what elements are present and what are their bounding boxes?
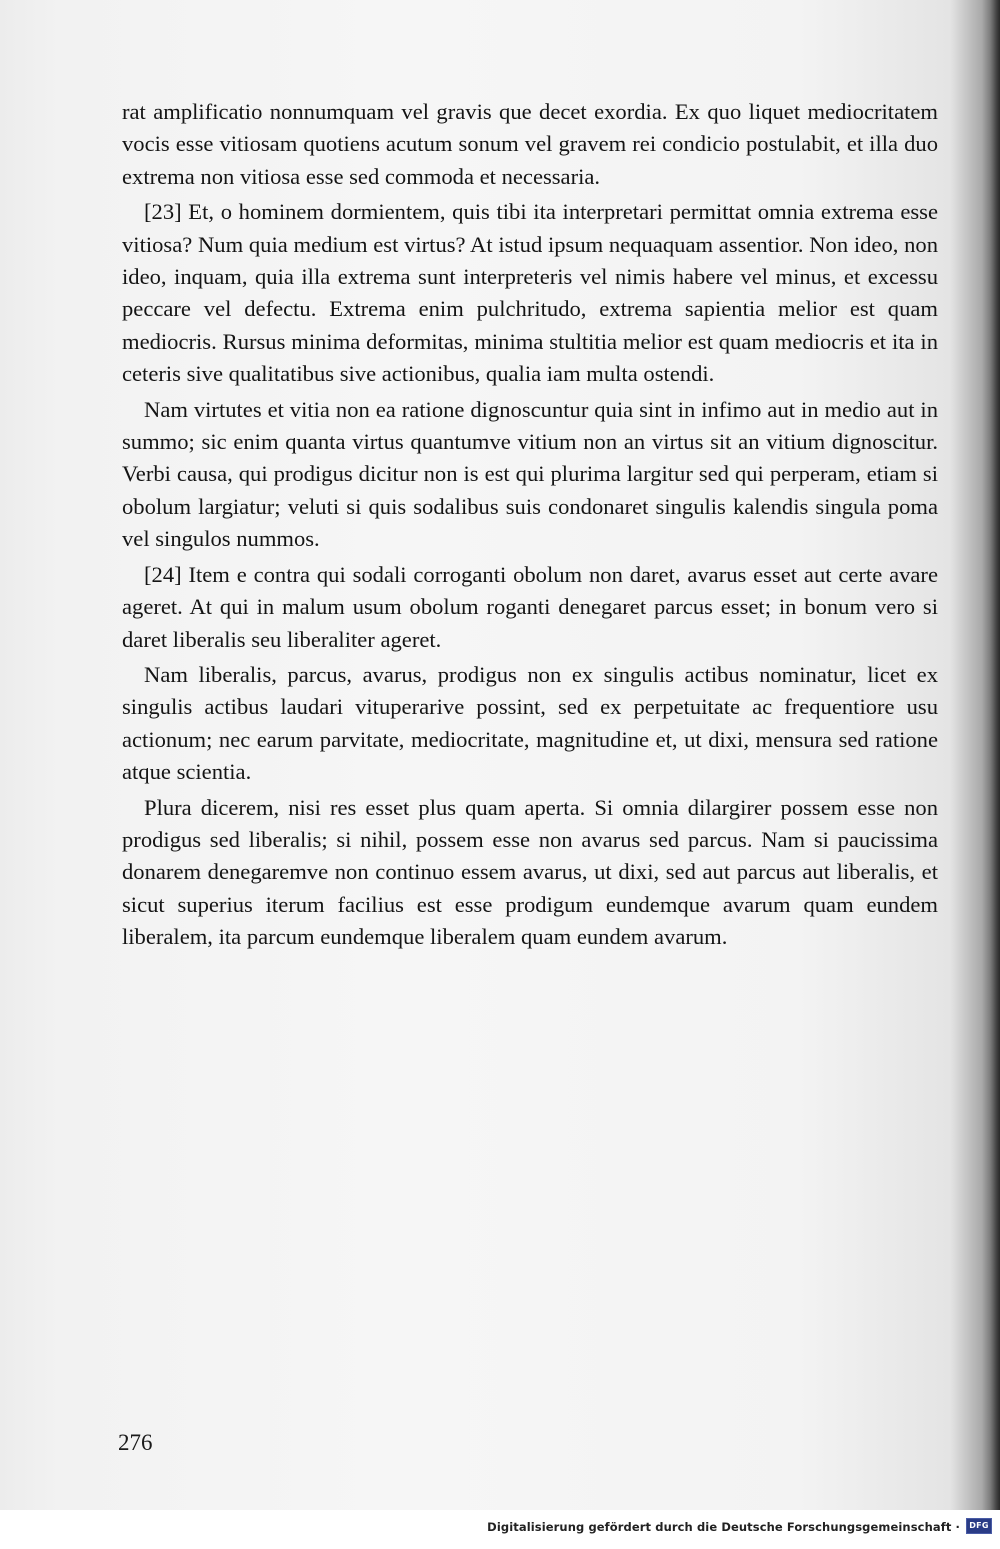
paragraph-3: Nam virtutes et vitia non ea ratione dignoscuntur quia sint in infimo aut in medio aut in summo; sic enim quanta virtus quantumve vitium non an virtus sit an vitium dignoscitur. Verbi causa, qui prodigus dicitur non is est qui plurima largitur sed qui perperam, etiam si obolum largiatur; veluti si quis sodalibus suis condonaret singulis kalendis singula poma vel singulos nummos. — [122, 396, 938, 552]
paragraph-2: [23] Et, o hominem dormientem, quis tibi ita interpretari permittat omnia extrema esse vitiosa? Num quia medium est virtus? At istud ipsum nequaquam assentior. Non ideo, non ideo, inquam, quia illa extrema sunt interpreteris vel nimis habere vel minus, et excessu peccare vel defectu. Extrema enim pulchritudo, extrema sapientia melior est quam mediocris. Rursus minima deformitas, minima stultitia melior est quam mediocris et ita in ceteris sive qualitatibus sive actionibus, qualia iam multa ostendi. — [122, 199, 938, 387]
dfg-logo-icon: DFG — [966, 1518, 992, 1534]
page-gutter-shadow — [982, 0, 1000, 1510]
body-text — [122, 96, 938, 957]
paragraph-6: Plura dicerem, nisi res esset plus quam aperta. Si omnia dilargirer possem esse non prodigus sed liberalis; si nihil, possem esse non avarus sed parcus. Nam si paucissima donarem denegaremve non continuo essem avarus, ut dixi, sed aut parcus aut liberalis, et sicut superius iterum facilius est esse prodigum eundemque avarum quam eundem liberalem, ita parcum eundemque liberalem quam eundem avarum. — [122, 794, 938, 950]
paragraph-5: Nam liberalis, parcus, avarus, prodigus non ex singulis actibus nominatur, licet ex singulis actibus laudari vituperarive possint, sed ex perpetuitate ac frequentiore usu actionum; nec earum parvitate, mediocritate, magnitudine et, ut dixi, mensura sed ratione atque scientia. — [122, 661, 938, 785]
footer-bar — [0, 1512, 1000, 1549]
paragraph-1: rat amplificatio nonnumquam vel gravis que decet exordia. Ex quo liquet mediocritatem vocis esse vitiosam quotiens acutum sonum vel gravem rei condicio postulabit, et illa duo extrema non vitiosa esse sed commoda et necessaria. — [122, 99, 938, 189]
paragraph-4: [24] Item e contra qui sodali corroganti obolum non daret, avarus esset aut certe avare ageret. At qui in malum usum obolum roganti denegaret parcus esset; in bonum vero si daret liberalis seu liberaliter ageret. — [122, 561, 938, 652]
funding-notice: Digitalisierung gefördert durch die Deutsche Forschungsgemeinschaft · — [487, 1520, 960, 1534]
page-number: 276 — [118, 1430, 153, 1455]
